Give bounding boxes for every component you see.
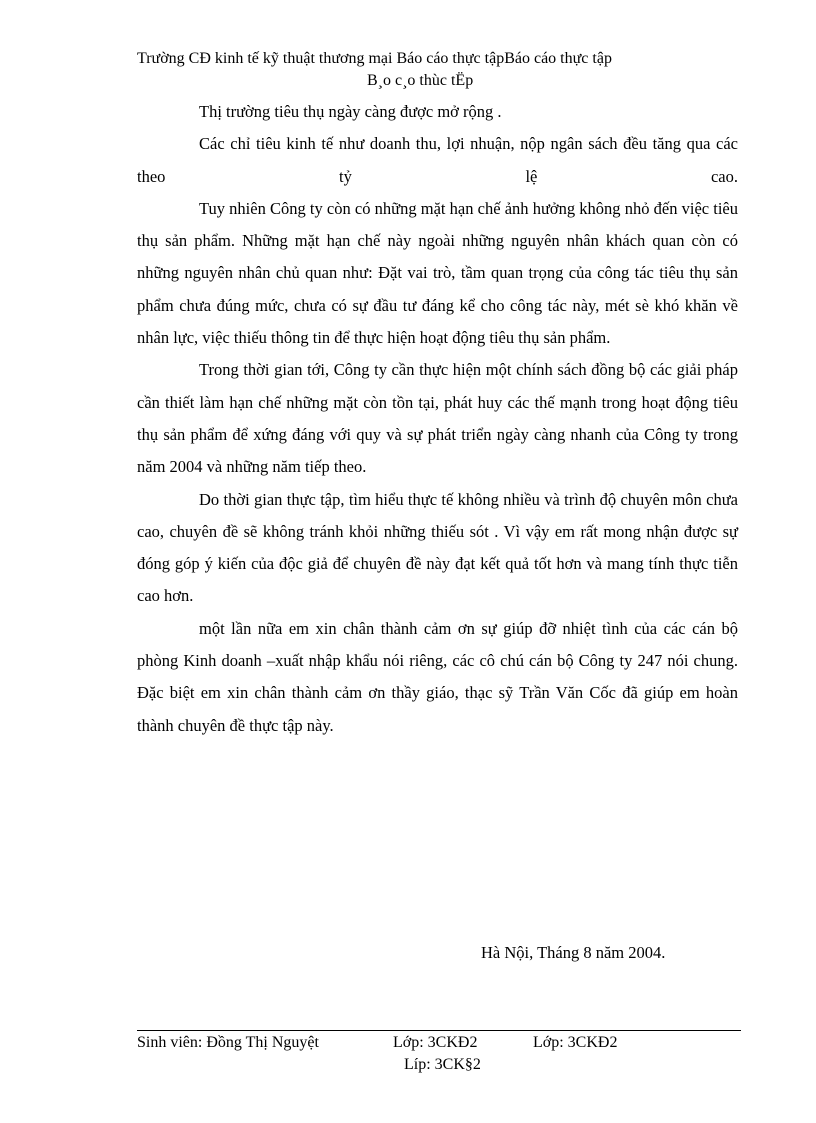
- footer-divider: [137, 1030, 741, 1031]
- footer-class: Lớp: 3CKĐ2: [533, 1034, 618, 1051]
- paragraph: Trong thời gian tới, Công ty cần thực hiện một chính sách đồng bộ các giải pháp cần thiết làm hạn chế những mặt còn tồn tại, phát huy các thế mạnh trong hoạt động tiêu thụ sản phẩm để xứng đáng với quy và sự phát triển ngày càng nhanh của Công ty trong năm 2004 và những năm tiếp theo.: [137, 360, 738, 477]
- footer-student-name: Sinh viên: Đồng Thị Nguyệt: [137, 1034, 319, 1051]
- page-header-subtitle: B¸o c¸o thùc tËp: [367, 72, 474, 89]
- paragraph: Các chỉ tiêu kinh tế như doanh thu, lợi nhuận, nộp ngân sách đều tăng qua các theo tỷ lệ cao.: [137, 134, 738, 186]
- paragraph: một lần nữa em xin chân thành cảm ơn sự giúp đỡ nhiệt tình của các cán bộ phòng Kinh doanh –xuất nhập khẩu nói riêng, các cô chú cán bộ Công ty 247 nói chung. Đặc biệt em xin chân thành cảm ơn thầy giáo, thạc sỹ Trần Văn Cốc đã giúp em hoàn thành chuyên đề thực tập này.: [137, 618, 738, 735]
- document-body: [137, 96, 738, 742]
- page-header: Trường CĐ kinh tế kỹ thuật thương mại Báo cáo thực tậpBáo cáo thực tập: [137, 50, 612, 67]
- footer-class: Lớp: 3CKĐ2: [393, 1034, 478, 1051]
- paragraph: Tuy nhiên Công ty còn có những mặt hạn chế ảnh hưởng không nhỏ đến việc tiêu thụ sản phẩm. Những mặt hạn chế này ngoài những nguyên nhân khách quan còn có những nguyên nhân chủ quan như: Đặt vai trò, tầm quan trọng của công tác tiêu thụ sản phẩm chưa đúng mức, chưa có sự đầu tư đáng kể cho công tác này, mét sè khó khăn về nhân lực, việc thiếu thông tin để thực hiện hoạt động tiêu thụ sản phẩm.: [137, 198, 738, 348]
- footer-class: Líp: 3CK§2: [404, 1056, 481, 1073]
- paragraph: Thị trường tiêu thụ ngày càng được mở rộng .: [199, 102, 502, 121]
- paragraph: Do thời gian thực tập, tìm hiểu thực tế không nhiều và trình độ chuyên môn chưa cao, chuyên đề sẽ không tránh khỏi những thiếu sót . Vì vậy em rất mong nhận được sự đóng góp ý kiến của độc giả để chuyên đề này đạt kết quả tốt hơn và mang tính thực tiễn cao hơn.: [137, 489, 738, 606]
- signature-date: Hà Nội, Tháng 8 năm 2004.: [481, 943, 666, 962]
